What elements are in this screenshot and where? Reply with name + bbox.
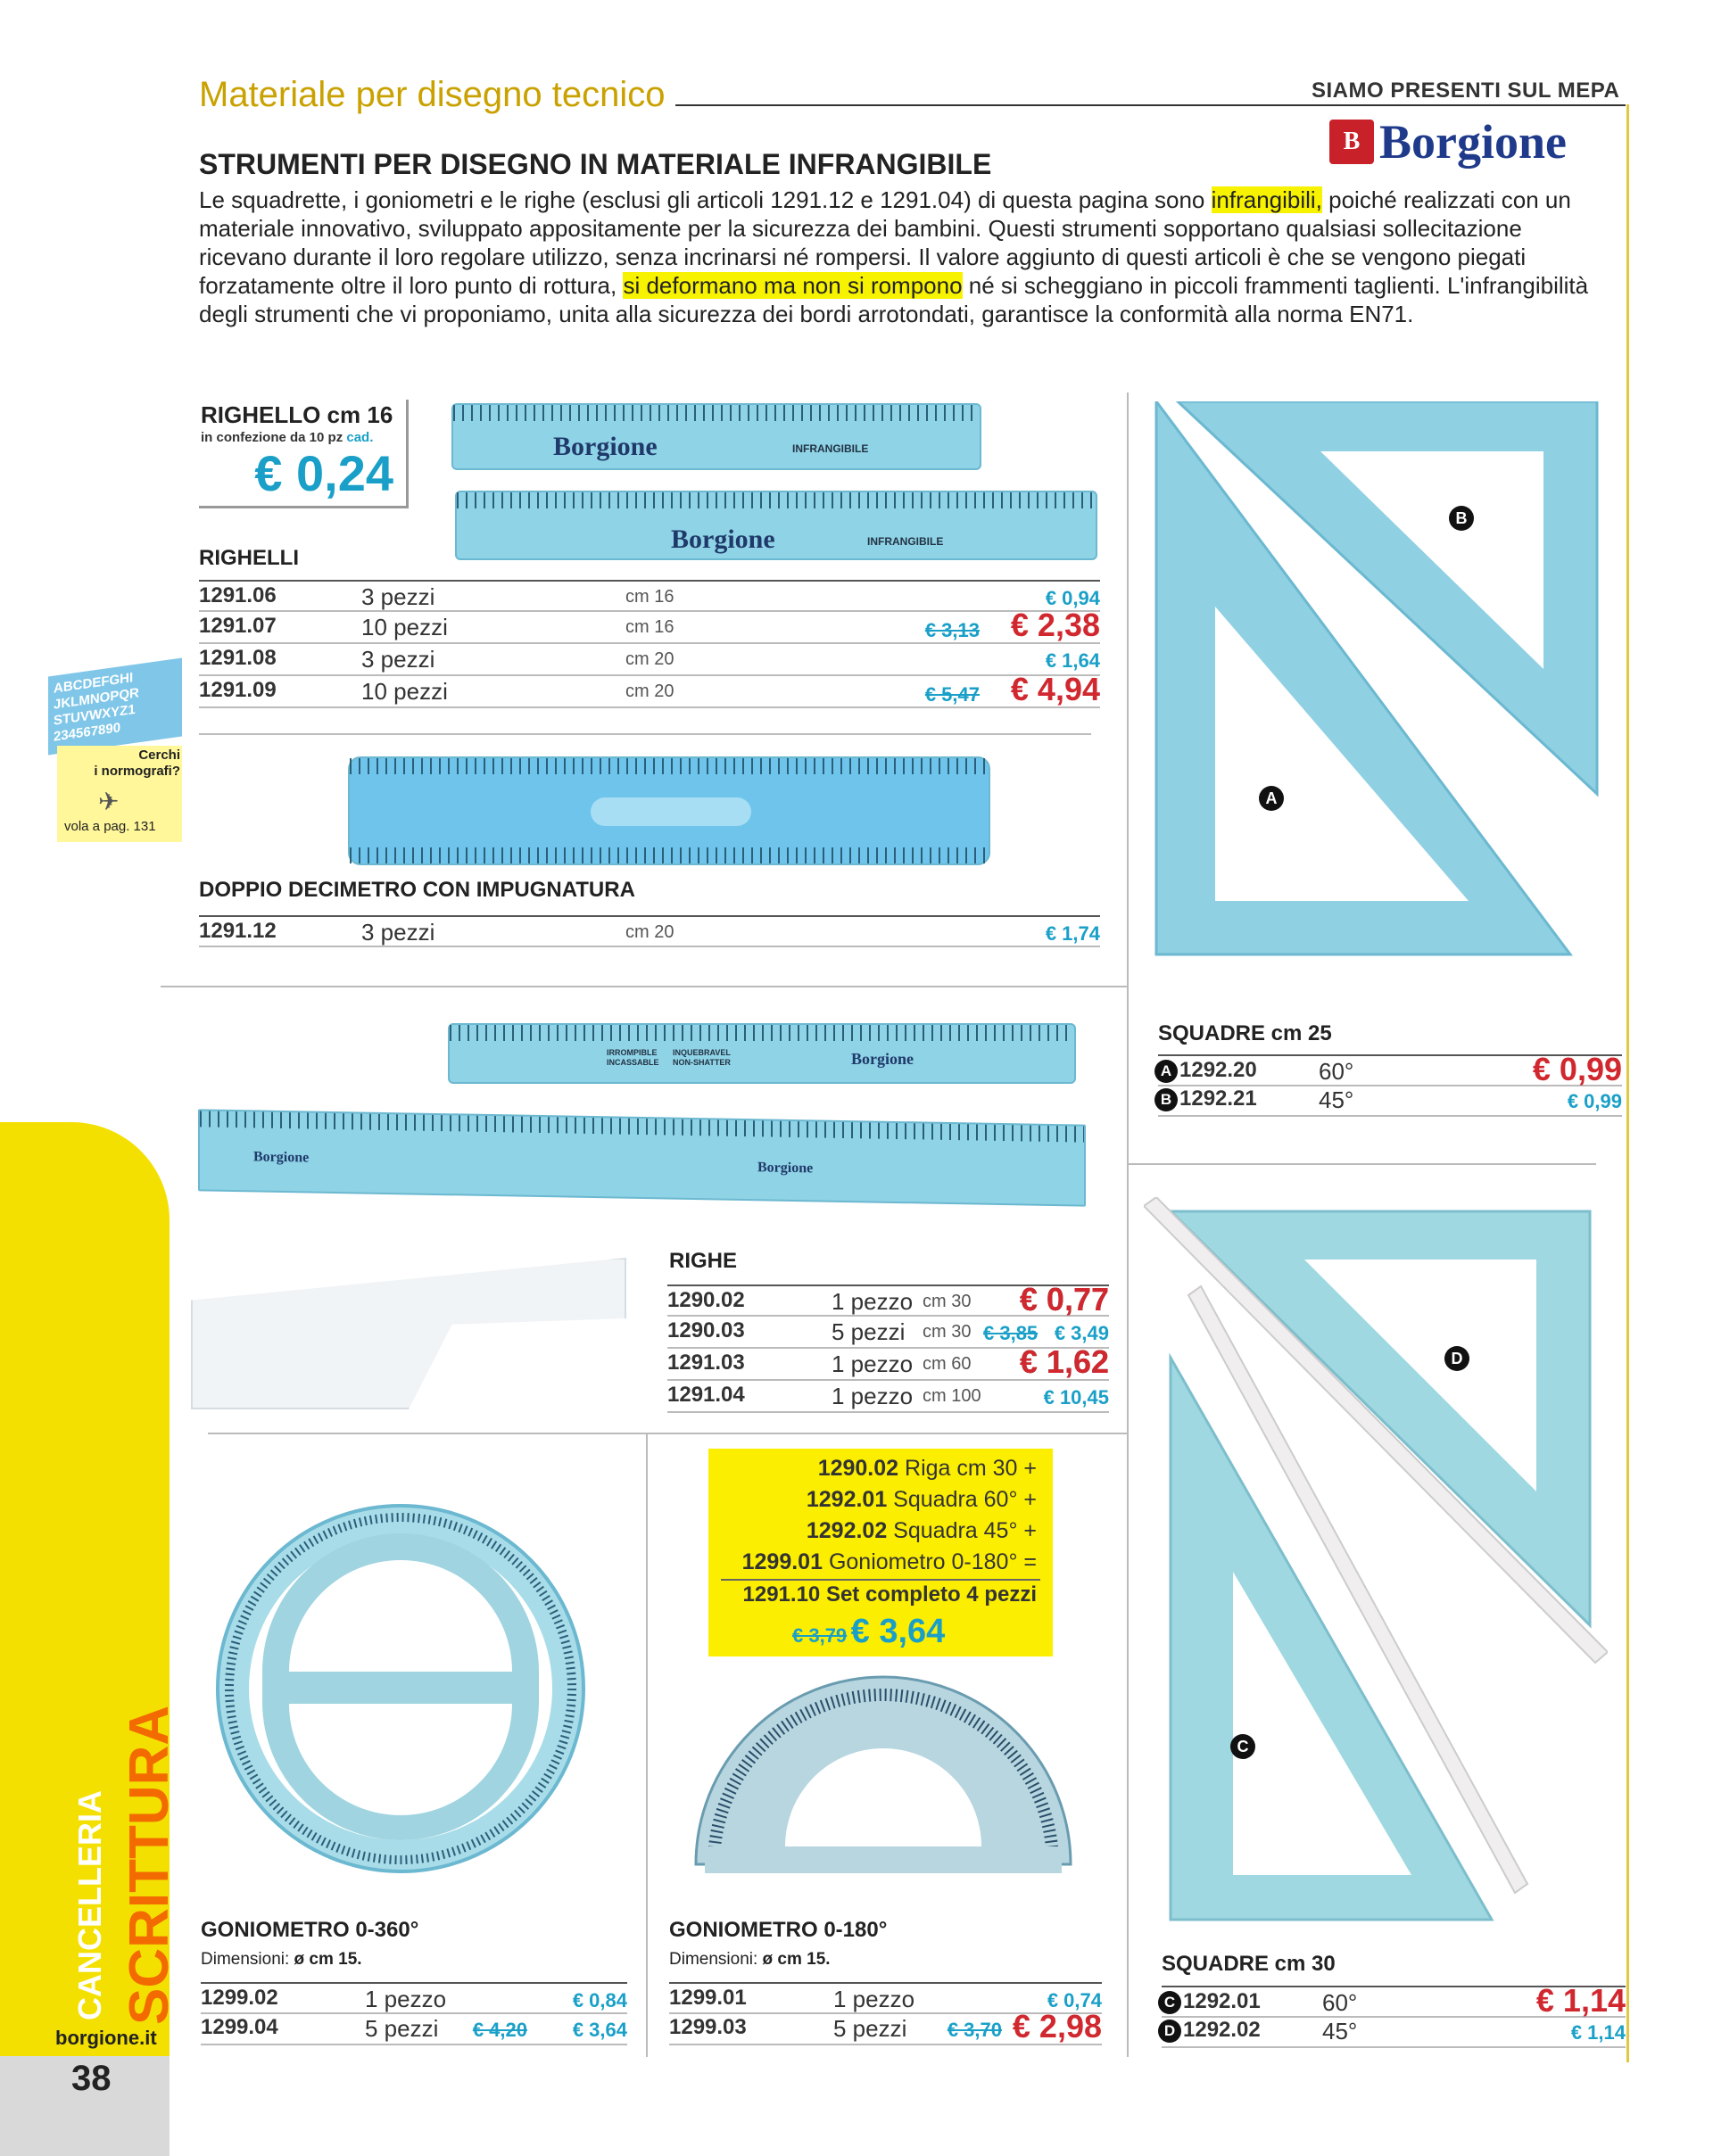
stencil-goto-link[interactable]: vola a pag. 131: [64, 819, 156, 834]
squadra-30-image: [1144, 1197, 1608, 1929]
page-number: 38: [71, 2059, 112, 2098]
item-qty: 1 pezzo: [832, 1351, 914, 1377]
item-code: 1291.07: [199, 614, 277, 638]
item-qty: 1 pezzo: [832, 1288, 914, 1315]
divider-v: [646, 1433, 648, 2057]
item-code: 1291.09: [199, 678, 277, 702]
item-code: 1299.03: [669, 2015, 747, 2039]
title-rule: [675, 104, 1626, 106]
item-price: € 10,45: [1043, 1386, 1109, 1408]
item-price: € 0,99: [1567, 1090, 1622, 1112]
stencil-q1: Cerchi: [138, 748, 180, 763]
righello16-sub: in confezione da 10 pz: [201, 430, 343, 445]
item-price: € 1,64: [1045, 649, 1100, 672]
item-old-price: € 5,47: [924, 683, 980, 706]
item-size: cm 20: [625, 649, 674, 669]
item-price: € 2,98: [1012, 2008, 1102, 2044]
item-code: 1291.06: [199, 583, 277, 607]
gonio360-title: GONIOMETRO 0-360°: [201, 1918, 419, 1942]
item-angle: 45°: [1322, 2018, 1358, 2044]
ruler-16-image: Borgione INFRANGIBILE: [451, 403, 981, 470]
set-promo-box: [708, 1449, 1053, 1656]
item-code: 1291.03: [667, 1351, 745, 1375]
gonio180-dim: Dimensioni: ø cm 15.: [669, 1950, 831, 1969]
item-size: cm 20: [625, 681, 674, 701]
item-size: cm 16: [625, 617, 674, 637]
variant-badge: A: [1154, 1060, 1178, 1083]
site-url[interactable]: borgione.it: [55, 2027, 157, 2049]
intro-heading: STRUMENTI PER DISEGNO IN MATERIALE INFRANGIBILE: [199, 148, 992, 180]
badge-c: C: [1230, 1734, 1255, 1759]
stencil-q2: i normografi?: [94, 764, 180, 779]
variant-badge: D: [1158, 2020, 1181, 2043]
logo-mark: B: [1329, 120, 1374, 164]
divider: [199, 733, 1091, 735]
righello16-price: € 0,24: [254, 445, 393, 501]
item-code: 1292.21: [1179, 1086, 1257, 1111]
item-code: 1291.08: [199, 646, 277, 670]
item-qty: 3 pezzi: [361, 646, 435, 673]
doppio-decimetro-image: [348, 756, 990, 865]
item-qty: 10 pezzi: [361, 614, 448, 640]
item-price: € 0,74: [1047, 1989, 1102, 2011]
doppio-title: DOPPIO DECIMETRO CON IMPUGNATURA: [199, 878, 635, 902]
item-code: 1292.02: [1183, 2018, 1261, 2042]
gonio360-dim: Dimensioni: ø cm 15.: [201, 1950, 362, 1969]
item-qty: 10 pezzi: [361, 678, 448, 705]
set-title: 1291.10 Set completo 4 pezzi: [742, 1582, 1037, 1607]
item-price: € 1,74: [1045, 922, 1100, 945]
squadra-25-image: [1151, 401, 1615, 972]
ruler-20-image: Borgione INFRANGIBILE: [455, 491, 1097, 560]
divider: [208, 1433, 1129, 1434]
squadre30-title: SQUADRE cm 30: [1162, 1952, 1336, 1976]
item-price: € 3,49: [1054, 1322, 1109, 1344]
table-row: [1158, 1085, 1622, 1117]
borgione-logo: [1329, 114, 1588, 168]
item-size: cm 100: [923, 1386, 981, 1406]
item-price: € 1,62: [1019, 1343, 1109, 1380]
goniometro-360-image: [209, 1497, 592, 1880]
table-row: [201, 2013, 627, 2045]
item-price: € 1,14: [1570, 2021, 1626, 2044]
set-old-price: € 3,79: [792, 1624, 848, 1647]
item-qty: 5 pezzi: [832, 1318, 906, 1345]
table-row: [667, 1343, 1109, 1381]
set-component: 1292.01 Squadra 60° +: [806, 1487, 1037, 1512]
gonio180-title: GONIOMETRO 0-180°: [669, 1918, 888, 1942]
item-code: 1292.01: [1183, 1989, 1261, 2013]
item-qty: 3 pezzi: [361, 583, 435, 610]
item-old-price: € 3,70: [947, 2019, 1002, 2041]
item-price: € 1,14: [1535, 1982, 1626, 2019]
logo-name: Borgione: [1379, 115, 1567, 169]
item-code: 1290.02: [667, 1288, 745, 1312]
item-qty: 1 pezzo: [365, 1986, 447, 2012]
variant-badge: B: [1154, 1088, 1178, 1111]
righelli-title: RIGHELLI: [199, 546, 299, 570]
table-row: [201, 1982, 627, 2014]
variant-badge: C: [1158, 1991, 1181, 2014]
item-price: € 0,77: [1019, 1281, 1109, 1318]
stencil-image: ABCDEFGHI JKLMNOPQR STUVWXYZ1 234567890: [48, 657, 182, 755]
item-code: 1291.12: [199, 919, 277, 943]
table-row: [1158, 1051, 1622, 1087]
table-row: [199, 671, 1100, 708]
table-row: [199, 607, 1100, 644]
righello16-title: RIGHELLO cm 16: [201, 401, 393, 428]
divider: [161, 986, 1129, 987]
item-price: € 0,94: [1045, 587, 1100, 609]
item-size: cm 30: [923, 1322, 972, 1342]
item-code: 1292.20: [1179, 1058, 1257, 1082]
righe-title: RIGHE: [669, 1249, 738, 1273]
item-angle: 45°: [1319, 1086, 1354, 1113]
item-size: cm 30: [923, 1292, 972, 1311]
item-price: € 3,64: [572, 2019, 627, 2041]
item-code: 1291.04: [667, 1383, 745, 1407]
item-qty: 1 pezzo: [832, 1383, 914, 1409]
ruler-60-image: Borgione Borgione: [198, 1109, 1086, 1206]
ruler-30-image: Borgione IRROMPIBLE INCASSABLE INQUEBRAVEL NON-SHATTER: [448, 1023, 1076, 1084]
table-row: [1162, 2016, 1626, 2048]
set-component: 1292.02 Squadra 45° +: [806, 1518, 1037, 1543]
intro-text: Le squadrette, i goniometri e le righe (esclusi gli articoli 1291.12 e 1291.04) di questa pagina sono infrangibili, poiché realizzati con un materiale innovativo, sviluppato appositamente per la sicurezza dei bambini. Questi strumenti sopportano qualsiasi sollecitazione ricevano durante il loro regolare utilizzo, senza incrinarsi né rompersi. Il valore aggiunto di questi articoli è che se vengono piegati forzatamente oltre il loro punto di rottura, si deformano ma non si rompono né si scheggiano in piccoli frammenti taglienti. L'infrangibilità degli strumenti che vi proponiamo, unita alla sicurezza dei bordi arrotondati, garantisce la conformità alla norma EN71.: [199, 186, 1589, 327]
badge-a: A: [1259, 786, 1284, 811]
item-code: 1299.04: [201, 2015, 278, 2039]
squadre25-title: SQUADRE cm 25: [1158, 1021, 1332, 1045]
righello16-cad: cad.: [346, 430, 374, 445]
table-row: [199, 580, 1100, 612]
category-label-scrittura: SCRITTURA: [119, 1705, 180, 2025]
ruler-100-image: [191, 1258, 626, 1409]
item-price: € 0,99: [1532, 1051, 1622, 1087]
item-old-price: € 3,13: [924, 619, 980, 641]
paper-plane-icon: ✈: [98, 788, 120, 815]
item-old-price: € 3,85: [983, 1322, 1039, 1344]
table-row: [669, 2008, 1102, 2045]
divider-v2: [1127, 392, 1129, 2057]
divider: [1129, 1163, 1596, 1165]
item-code: 1290.03: [667, 1318, 745, 1342]
table-row: [667, 1281, 1109, 1318]
item-price: € 4,94: [1010, 671, 1100, 707]
item-size: cm 20: [625, 922, 674, 942]
goniometro-180-image: [687, 1668, 1080, 1882]
item-qty: 5 pezzi: [365, 2015, 439, 2042]
category-label-cancelleria: CANCELLERIA: [71, 1790, 108, 2020]
item-old-price: € 4,20: [472, 2019, 527, 2041]
right-rule: [1626, 104, 1629, 2062]
righello16-box: [199, 400, 409, 508]
item-code: 1299.02: [201, 1986, 278, 2010]
item-angle: 60°: [1319, 1058, 1354, 1085]
set-component: 1290.02 Riga cm 30 +: [817, 1456, 1037, 1481]
item-size: cm 60: [923, 1354, 972, 1374]
badge-b: B: [1449, 506, 1474, 531]
table-row: [199, 644, 1100, 676]
item-qty: 3 pezzi: [361, 919, 435, 946]
set-component: 1299.01 Goniometro 0-180° =: [741, 1549, 1037, 1574]
table-row: [667, 1381, 1109, 1413]
item-price: € 2,38: [1010, 607, 1100, 643]
mepa-notice: SIAMO PRESENTI SUL MEPA: [1312, 78, 1620, 103]
stencil-promo: [39, 667, 182, 846]
section-title: Materiale per disegno tecnico: [199, 75, 666, 114]
item-code: 1299.01: [669, 1986, 747, 2010]
item-size: cm 16: [625, 587, 674, 607]
item-price: € 0,84: [572, 1989, 627, 2011]
item-angle: 60°: [1322, 1989, 1358, 2016]
set-price: € 3,64: [850, 1613, 946, 1650]
item-qty: 1 pezzo: [833, 1986, 915, 2012]
table-row: [199, 915, 1100, 947]
badge-d: D: [1444, 1346, 1469, 1371]
item-qty: 5 pezzi: [833, 2015, 907, 2042]
table-row: [1162, 1982, 1626, 2019]
